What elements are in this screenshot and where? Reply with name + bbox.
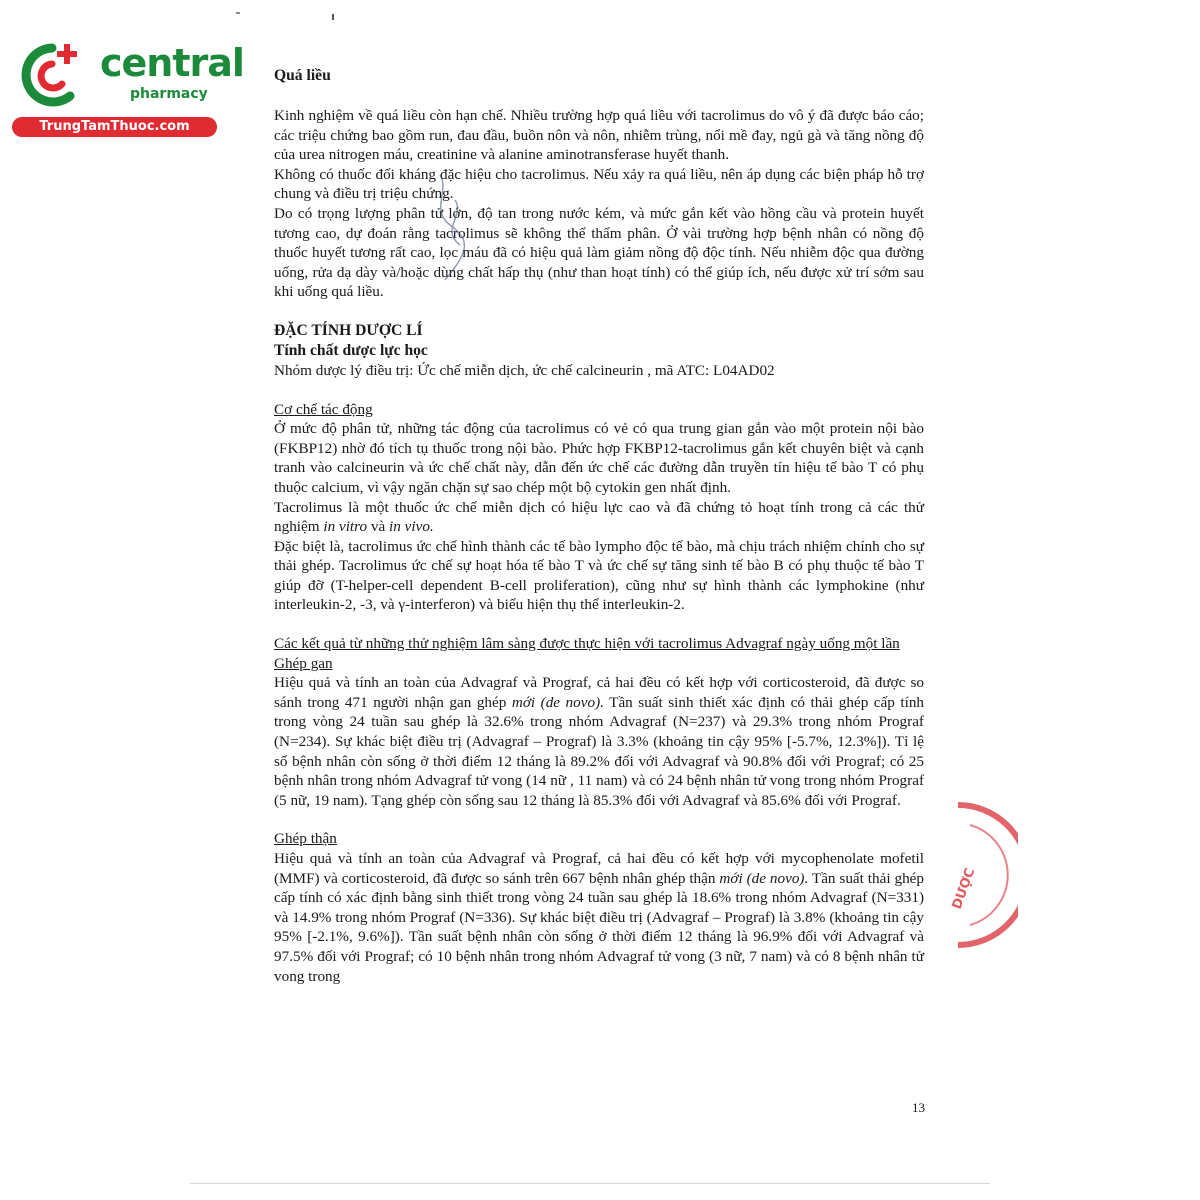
logo-subtitle: pharmacy [130,86,208,102]
overdose-heading: Quá liều [274,67,331,84]
signature-mark [420,170,490,290]
overdose-paragraph-1: Kinh nghiệm về quá liều còn hạn chế. Nhiều trường hợp quá liều với tacrolimus do vô ý đã được báo cáo; các triệu chứng bao gồm run, đau đầu, buồn nôn và nôn, nhiễm trùng, nổi mề đay, ngủ gà và tăng nồng độ của urea nitrogen máu, creatinine và alanine aminotransferase huyết thanh. [274,107,924,164]
mechanism-paragraph-3: Đặc biệt là, tacrolimus ức chế hình thành các tế bào lympho độc tế bào, mà chịu trách nhiệm chính cho sự thải ghép. Tacrolimus ức chế sự hoạt hóa tế bào T và ức chế sự tăng sinh tế bào B có phụ thuộc tế bào T giúp đỡ (T-helper-cell dependent B-cell proliferation), cũng như sự hình thành các lymphokine (như interleukin-2, -3, và γ-interferon) và biểu hiện thụ thể interleukin-2. [274,537,924,614]
kidney-paragraph: Hiệu quả và tính an toàn của Advagraf và Prograf, cả hai đều có kết hợp với mycophenolate mofetil (MMF) và corticosteroid, đã được so sánh trên 667 bệnh nhân ghép thận mới (de novo). Tần suất thải ghép cấp tính có xác định bằng sinh thiết trong vòng 24 tuần sau ghép là 18.6% trong nhóm Advagraf (N=331) và 14.9% trong nhóm Prograf (N=336). Sự khác biệt điều trị (Advagraf – Prograf) là 3.8% (khoảng tin cậy 95% [-2.1%, 9.6%]). Tần suất bệnh nhân còn sống ở thời điểm 12 tháng là 96.9% đối với Advagraf và 97.5% đối với Prograf; có 10 bệnh nhân trong nhóm Advagraf tử vong (3 nữ, 7 nam) và có 8 bệnh nhân tử vong trong [274,850,925,985]
scan-speck [236,12,240,14]
stamp-text: DƯỢC [949,866,979,912]
central-pharmacy-logo-icon [12,38,90,108]
document-body [274,66,924,986]
mechanism-paragraph-1: Ở mức độ phân tử, những tác động của tacrolimus có vẻ có qua trung gian gắn vào một protein nội bào (FKBP12) nhờ đó tích tụ thuốc trong nội bào. Phức hợp FKBP12-tacrolimus gắn kết chuyên biệt và cạnh tranh vào calcineurin và ức chế chất này, dẫn đến ức chế các đường dẫn truyền tín hiệu tế bào T có phụ thuộc calcium, vì vậy ngăn chặn sự sao chép một bộ cytokin gen nhất định. [274,420,924,496]
pharmacodynamics-subheading: Tính chất dược lực học [274,341,428,359]
red-stamp [938,800,1018,950]
overdose-paragraph-3: Do có trọng lượng phân tử lớn, độ tan trong nước kém, và mức gắn kết vào hồng cầu và protein huyết tương cao, dự đoán rằng tacrolimus sẽ không thể thẩm phân. Ở vài trường hợp bệnh nhân có nồng độ thuốc huyết tương rất cao, lọc máu đã có hiệu quả làm giảm nồng độ độc tính. Nếu nhiễm độc qua đường uống, rửa dạ dày và/hoặc dùng chất hấp thụ (như than hoạt tính) có thể giúp ích, nếu được xử trí sớm sau khi uống quá liều. [274,204,924,301]
liver-heading: Ghép gan [274,654,333,672]
pharmacy-logo [12,38,244,138]
mechanism-heading: Cơ chế tác động [274,400,373,418]
mechanism-paragraph-2: Tacrolimus là một thuốc ức chế miễn dịch có hiệu lực cao và đã chứng tỏ hoạt tính trong cả các thử nghiệm in vitro và in vivo. [274,498,924,536]
page-number: 13 [912,1100,925,1115]
pharma-group: Nhóm dược lý điều trị: Ức chế miễn dịch, ức chế calcineurin , mã ATC: L04AD02 [274,361,775,379]
logo-website: TrungTamThuoc.com [12,117,217,137]
overdose-paragraph-2: Không có thuốc đối kháng đặc hiệu cho tacrolimus. Nếu xảy ra quá liều, nên áp dụng các biện pháp hỗ trợ chung và điều trị triệu chứng. [274,165,924,203]
logo-brand: central [100,41,244,85]
pharma-heading: ĐẶC TÍNH DƯỢC LÍ [274,321,423,339]
scan-mark [332,14,334,20]
kidney-heading: Ghép thận [274,830,337,848]
liver-paragraph: Hiệu quả và tính an toàn của Advagraf và Prograf, cả hai đều có kết hợp với corticosteroid, đã được so sánh trong 471 người nhận gan ghép mới (de novo). Tần suất sinh thiết xác định có thải ghép cấp tính trong vòng 24 tuần sau ghép là 32.6% trong nhóm Advagraf (N=237) và 29.3% trong nhóm Prograf (N=234). Sự khác biệt điều trị (Advagraf – Prograf) là 3.3% (khoảng tin cậy 95% [-5.7%, 12.3%]). Tỉ lệ số bệnh nhân còn sống ở thời điểm 12 tháng là 89.2% đối với Advagraf và 90.8% đối với Prograf; có 25 bệnh nhân trong nhóm Advagraf tử vong (14 nữ , 11 nam) và có 24 bệnh nhân tử vong trong nhóm Prograf (5 nữ, 19 nam). Tạng ghép còn sống sau 12 tháng là 85.3% đối với Advagraf và 85.6% đối với Prograf. [274,674,925,809]
trials-heading: Các kết quả từ những thử nghiệm lâm sàng được thực hiện với tacrolimus Advagraf ngày uống một lần [274,635,900,653]
page-bottom-edge [190,1183,990,1184]
